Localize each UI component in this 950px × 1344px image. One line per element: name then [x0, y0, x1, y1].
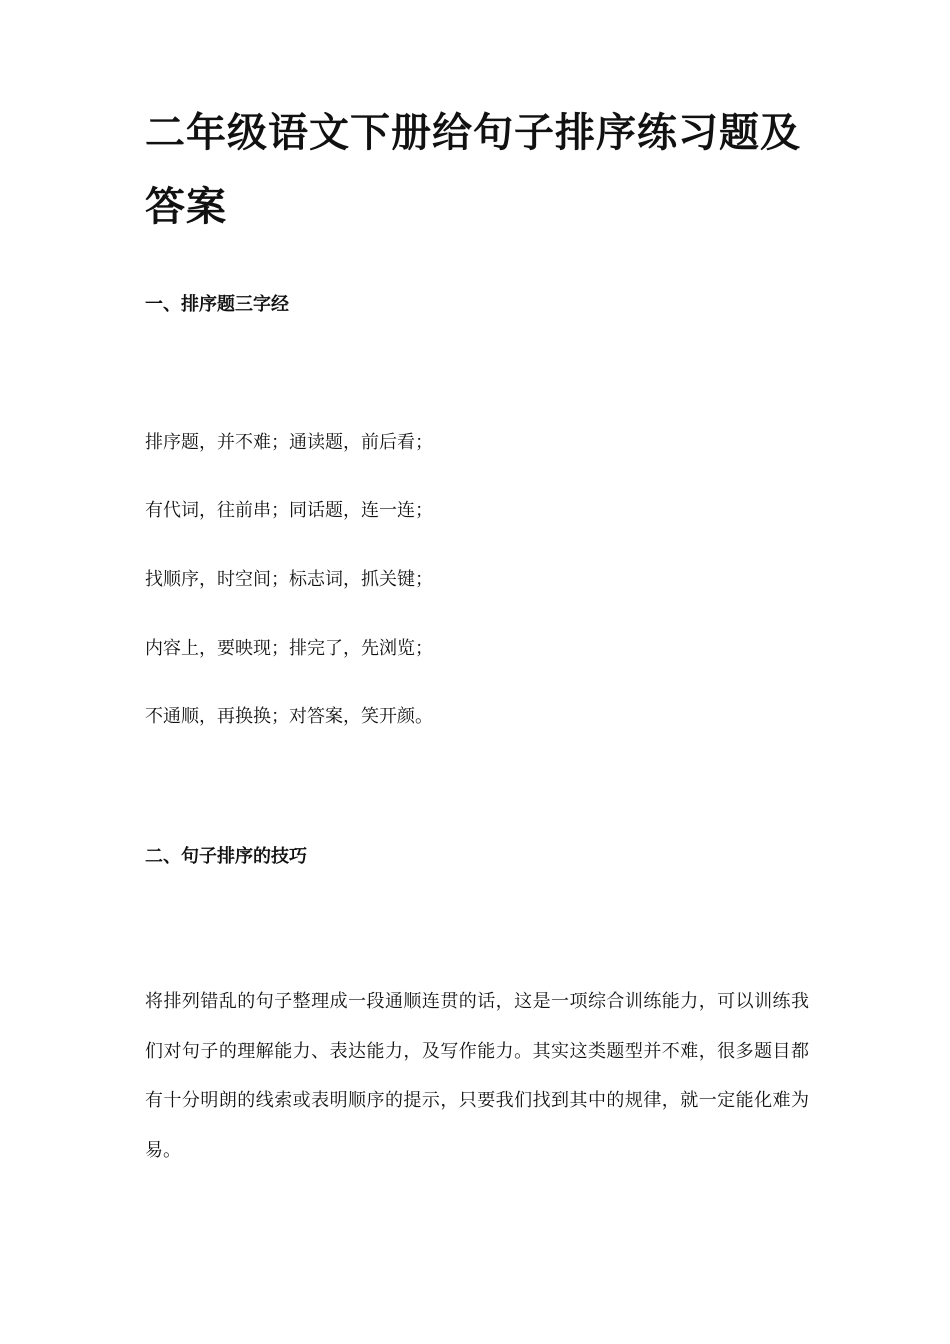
tips-paragraph: 将排列错乱的句子整理成一段通顺连贯的话，这是一项综合训练能力，可以训练我们对句子的理解能力、表达能力，及写作能力。其实这类题型并不难，很多题目都有十分明朗的线索或表明顺序的提示，只要我们找到其中的规律，就一定能化难为易。	[145, 991, 809, 1161]
section-heading-tips: 二、句子排序的技巧	[145, 846, 307, 867]
rhyme-line: 内容上，要映现；排完了，先浏览；	[145, 638, 433, 659]
rhyme-line: 排序题，并不难；通读题，前后看；	[145, 432, 433, 453]
document-title: 二年级语文下册给句子排序练习题及答案	[145, 110, 801, 230]
rhyme-line: 有代词，往前串；同话题，连一连；	[145, 500, 433, 521]
rhyme-line: 不通顺，再换换；对答案，笑开颜。	[145, 706, 433, 727]
section-heading-rhyme: 一、排序题三字经	[145, 294, 289, 315]
rhyme-line: 找顺序，时空间；标志词，抓关键；	[145, 569, 433, 590]
